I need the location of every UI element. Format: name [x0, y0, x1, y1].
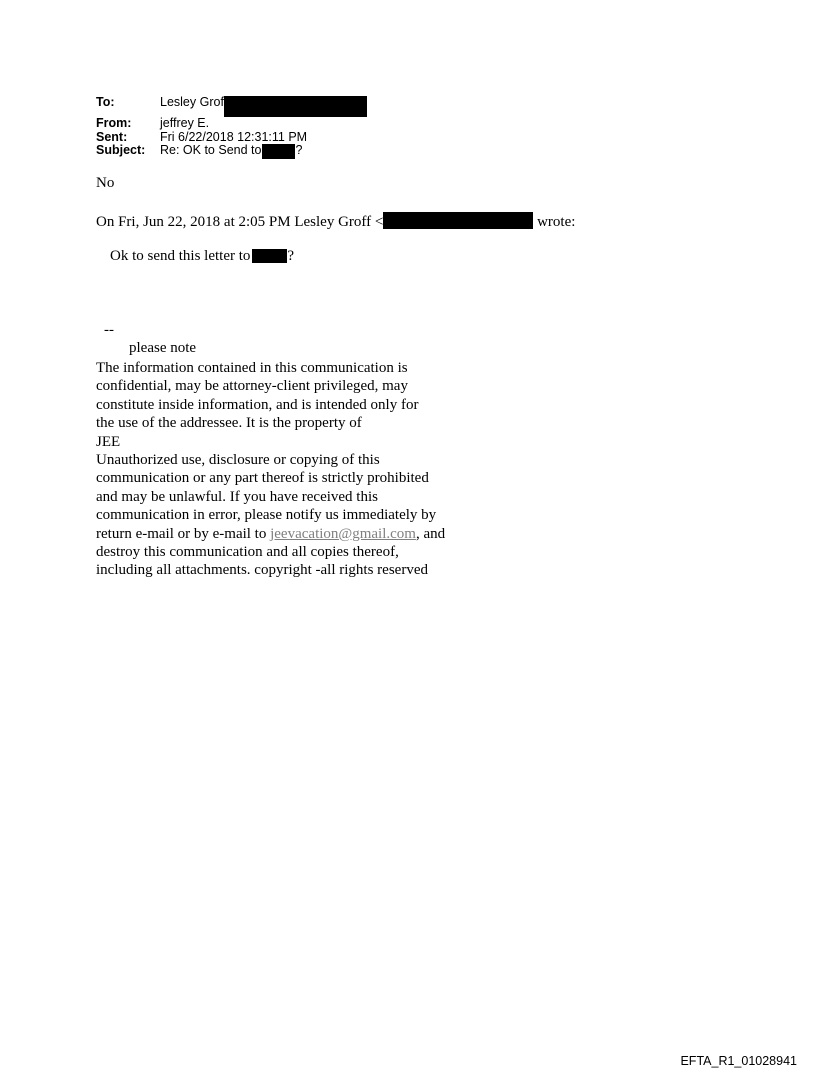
redaction-bar — [252, 249, 287, 263]
signature-separator: -- — [104, 322, 114, 338]
disclaimer-line: JEE — [96, 433, 121, 450]
quoted-message — [110, 248, 294, 265]
email-line-suffix: , and — [415, 525, 446, 542]
disclaimer-line: constitute inside information, and is intended only for — [96, 396, 419, 413]
quoted-message-text: Ok to send this letter to — [110, 248, 251, 264]
quoted-message-end: ? — [287, 248, 295, 264]
disclaimer — [96, 359, 445, 580]
subject-value: Re: OK to Send to — [160, 143, 262, 157]
disclaimer-line: and may be unlawful. If you have received this — [96, 488, 378, 505]
document-id: EFTA_R1_01028941 — [680, 1054, 797, 1068]
quote-intro-text: On Fri, Jun 22, 2018 at 2:05 PM Lesley Groff < — [96, 214, 384, 230]
disclaimer-line: including all attachments. copyright -all rights reserved — [96, 562, 428, 579]
quote-intro — [96, 212, 575, 231]
subject-end: ? — [295, 143, 303, 157]
email-header — [96, 96, 367, 159]
signature-note: please note — [129, 340, 197, 356]
disclaimer-line: the use of the addressee. It is the property of — [96, 415, 362, 432]
disclaimer-line: confidential, may be attorney-client privileged, may — [96, 378, 408, 395]
disclaimer-line: communication in error, please notify us immediately by — [96, 507, 437, 524]
quote-intro-end: wrote: — [537, 214, 576, 230]
reply-text: No — [96, 175, 115, 191]
email-line-prefix: return e-mail or by e-mail to — [96, 525, 271, 542]
to-row — [96, 96, 367, 117]
redaction-bar — [262, 144, 295, 159]
disclaimer-line: destroy this communication and all copies thereof, — [96, 544, 399, 561]
disclaimer-email-line — [96, 525, 445, 543]
sent-value: Fri 6/22/2018 12:31:11 PM — [160, 129, 308, 144]
subject-label: Subject: — [96, 143, 146, 157]
disclaimer-line: The information contained in this communication is — [96, 360, 408, 376]
sent-label: Sent: — [96, 129, 128, 144]
redaction-bar — [224, 96, 367, 117]
from-row — [96, 117, 367, 131]
email-link[interactable]: jeevacation@gmail.com — [270, 525, 416, 542]
redaction-bar — [383, 212, 533, 229]
disclaimer-line: communication or any part thereof is strictly prohibited — [96, 470, 429, 487]
to-value: Lesley Grof — [160, 95, 224, 109]
disclaimer-line: Unauthorized use, disclosure or copying of this — [96, 452, 380, 469]
from-label: From: — [96, 116, 132, 130]
sent-row — [96, 131, 367, 145]
to-label: To: — [96, 95, 115, 109]
from-value: jeffrey E. — [160, 116, 210, 130]
subject-row — [96, 144, 367, 159]
